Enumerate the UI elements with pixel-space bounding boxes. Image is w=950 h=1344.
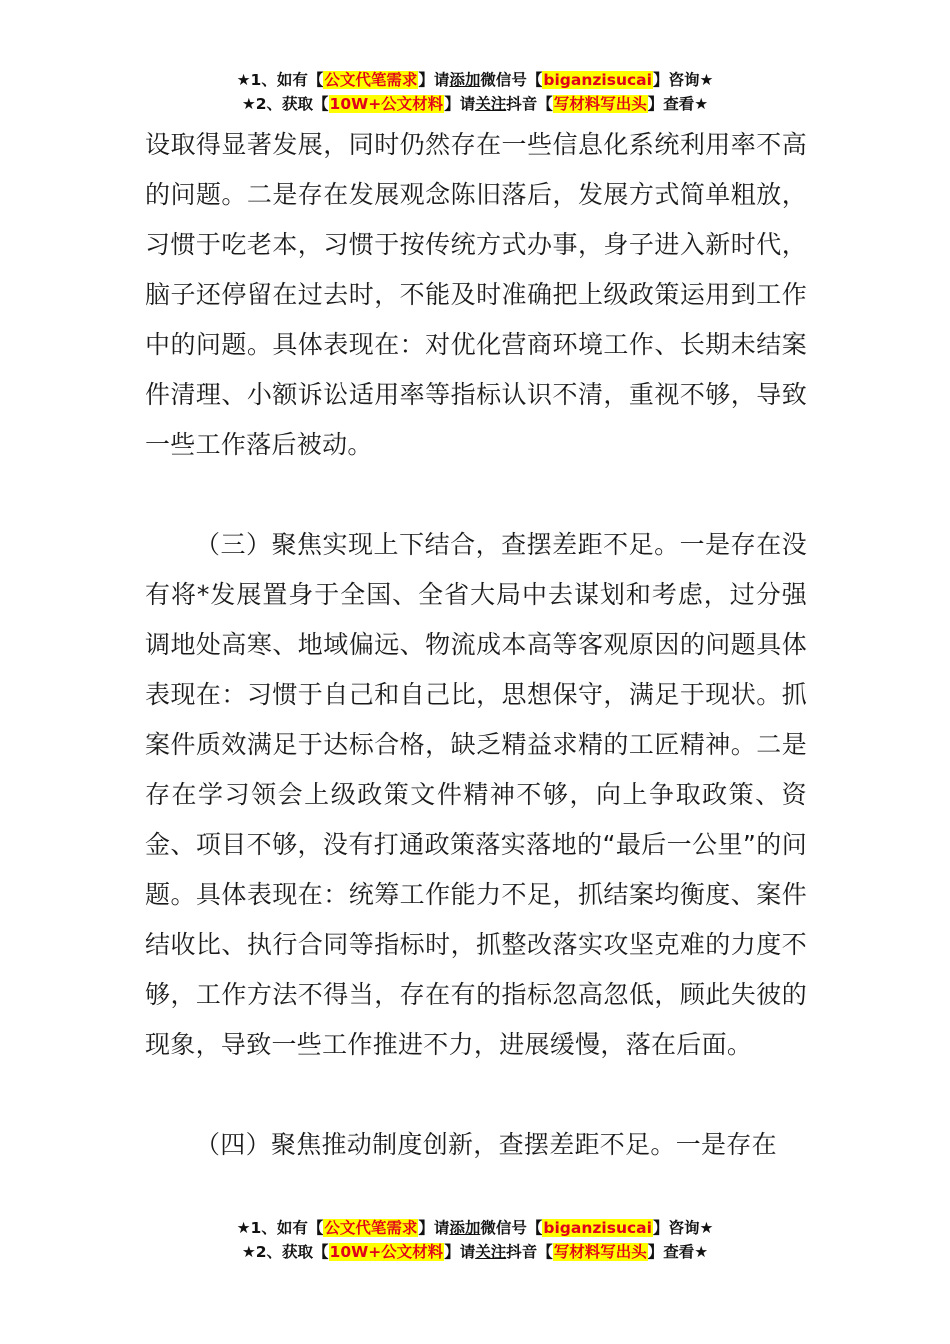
highlight-wechat-id: biganzisucai <box>543 1219 652 1237</box>
highlight-wechat-id: biganzisucai <box>543 71 652 89</box>
header-banner <box>0 68 950 116</box>
highlight-ghostwriting: 公文代笔需求 <box>324 1219 418 1237</box>
footer-banner <box>0 1216 950 1264</box>
highlight-douyin: 写材料写出头 <box>553 1243 647 1261</box>
banner-line-2: ★2、获取【10W+公文材料】请关注抖音【写材料写出头】查看★ <box>241 1243 709 1261</box>
highlight-materials: 10W+公文材料 <box>329 1243 444 1261</box>
highlight-ghostwriting: 公文代笔需求 <box>324 71 418 89</box>
banner-line-1: ★1、如有【公文代笔需求】请添加微信号【biganzisucai】咨询★ <box>236 1219 714 1237</box>
paragraph-section-3: （三）聚焦实现上下结合，查摆差距不足。一是存在没有将*发展置身于全国、全省大局中去谋划和考虑，过分强调地处高寒、地域偏远、物流成本高等客观原因的问题具体表现在：习惯于自己和自己比，思想保守，满足于现状。抓案件质效满足于达标合格，缺乏精益求精的工匠精神。二是存在学习领会上级政策文件精神不够，向上争取政策、资金、项目不够，没有打通政策落实落地的“最后一公里”的问题。具体表现在：统筹工作能力不足，抓结案均衡度、案件结收比、执行合同等指标时，抓整改落实攻坚克难的力度不够，工作方法不得当，存在有的指标忽高忽低，顾此失彼的现象，导致一些工作推进不力，进展缓慢，落在后面。 <box>145 530 807 1059</box>
banner-line-2: ★2、获取【10W+公文材料】请关注抖音【写材料写出头】查看★ <box>241 95 709 113</box>
paragraph-continued: 设取得显著发展，同时仍然存在一些信息化系统利用率不高的问题。二是存在发展观念陈旧落后，发展方式简单粗放，习惯于吃老本，习惯于按传统方式办事，身子进入新时代，脑子还停留在过去时，不能及时准确把上级政策运用到工作中的问题。具体表现在：对优化营商环境工作、长期未结案件清理、小额诉讼适用率等指标认识不清，重视不够，导致一些工作落后被动。 <box>145 130 807 459</box>
highlight-douyin: 写材料写出头 <box>553 95 647 113</box>
banner-line-1: ★1、如有【公文代笔需求】请添加微信号【biganzisucai】咨询★ <box>236 71 714 89</box>
highlight-materials: 10W+公文材料 <box>329 95 444 113</box>
paragraph-section-4: （四）聚焦推动制度创新，查摆差距不足。一是存在 <box>195 1130 777 1159</box>
document-body <box>145 120 807 1220</box>
